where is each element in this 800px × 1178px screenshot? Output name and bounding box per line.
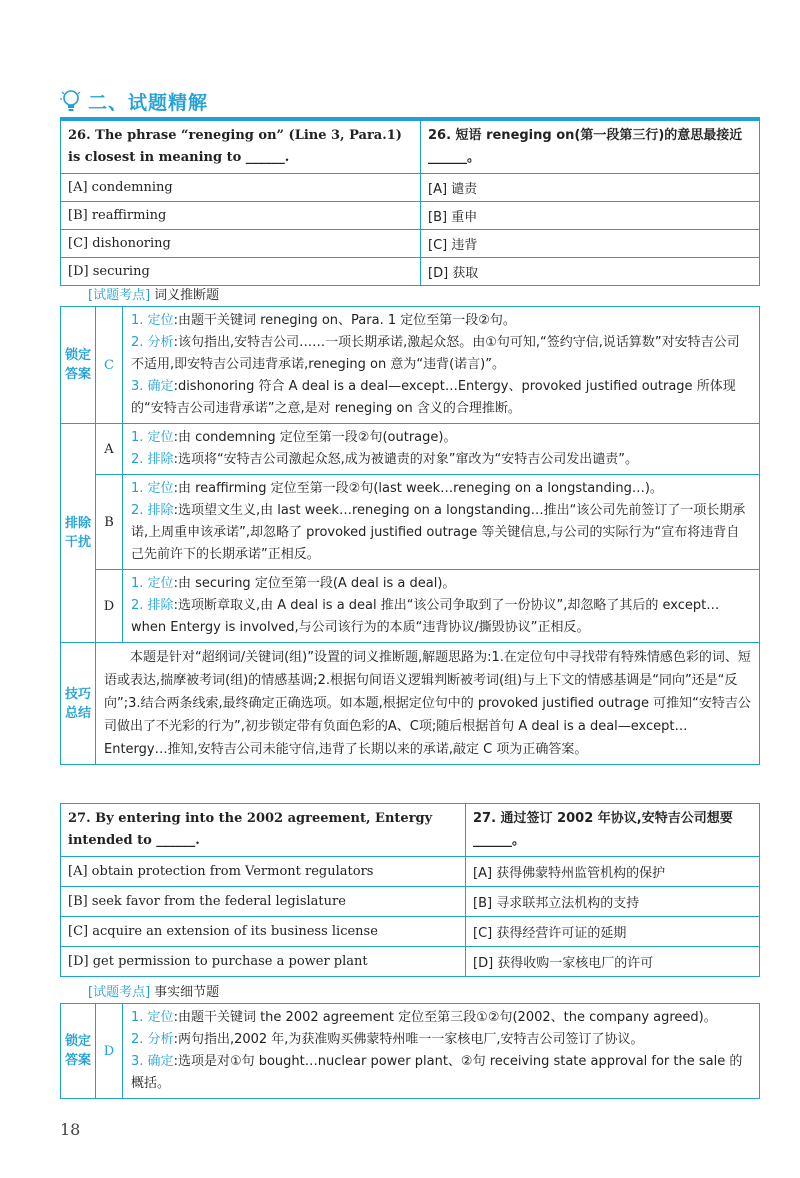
q26-option-row <box>61 230 760 258</box>
page-number: 18 <box>60 1120 81 1139</box>
q26-option-en: [C] dishonoring <box>61 230 421 258</box>
exclusion-step: 2. 排除:选项望文生义,由 last week…reneging on a longstanding…推出“该公司先前签订了一项长期承诺,上周重申该承诺”,却忽略了 provoked justified outrage 等关键信息,与公司的实际行为“宣布将违背自己先前许下的长期承诺”正相反。 <box>131 503 746 562</box>
summary-text: 本题是针对“超纲词/关键词(组)”设置的词义推断题,解题思路为:1.在定位句中寻找带有特殊情感色彩的词、短语或表达,揣摩被考词(组)的情感基调;2.根据句间语义逻辑判断被考词(组)与上下文的情感基调是“同向”还是“反向”;3.结合两条线索,最终确定正确选项。如本题,根据定位句中的 provoked justified outrage 可推知“安特吉公司做出了不光彩的行为”,初步锁定带有负面色彩的A、C项;随后根据首句 A deal is a deal—except…Entergy…推知,安特吉公司未能守信,违背了长期以来的承诺,敲定 C 项为正确答案。 <box>96 643 760 765</box>
exclusion-row <box>61 570 760 643</box>
exclusion-step: 2. 排除:选项将“安特吉公司激起众怒,成为被谴责的对象”窜改为“安特吉公司发出谴责”。 <box>131 452 639 467</box>
exclusion-step: 1. 定位:由 securing 定位至第一段(A deal is a deal)。 <box>131 576 456 591</box>
exclusion-letter: B <box>96 475 123 570</box>
q26-option-cn: [C] 违背 <box>421 230 760 258</box>
answer-step: 3. 确定:dishonoring 符合 A deal is a deal—except…Entergy、provoked justified outrage 所体现的“安特吉公司违背承诺”之意,是对 reneging on 含义的合理推断。 <box>131 379 736 416</box>
section-header <box>60 86 208 116</box>
q27-option-row <box>61 947 760 977</box>
answer-explanation <box>123 1004 760 1099</box>
q27-option-cn: [A] 获得佛蒙特州监管机构的保护 <box>466 857 760 887</box>
q26-option-cn: [D] 获取 <box>421 258 760 286</box>
q27-option-en: [B] seek favor from the federal legislature <box>61 887 466 917</box>
test-point-value: 事实细节题 <box>154 985 220 1000</box>
q26-option-cn: [A] 谴责 <box>421 174 760 202</box>
q26-option-en: [B] reaffirming <box>61 202 421 230</box>
q26-analysis-table <box>60 306 760 765</box>
summary-row <box>61 643 760 765</box>
exclusion-letter: A <box>96 424 123 475</box>
q26-stem-row <box>61 121 760 174</box>
q26-cn-stem: 26. 短语 reneging on(第一段第三行)的意思最接近______。 <box>421 121 760 174</box>
answer-explanation <box>123 307 760 424</box>
answer-step: 1. 定位:由题干关键词 reneging on、Para. 1 定位至第一段②句。 <box>131 313 516 328</box>
exclusion-step: 1. 定位:由 reaffirming 定位至第一段②句(last week…reneging on a longstanding…)。 <box>131 481 663 496</box>
lightbulb-icon <box>60 88 82 114</box>
q26-test-point <box>88 284 219 303</box>
q26-option-en: [A] condemning <box>61 174 421 202</box>
q27-cn-stem: 27. 通过签订 2002 年协议,安特吉公司想要______。 <box>466 804 760 857</box>
exclusion-letter: D <box>96 570 123 643</box>
answer-row <box>61 1004 760 1099</box>
exclusion-step: 1. 定位:由 condemning 定位至第一段②句(outrage)。 <box>131 430 457 445</box>
exclusion-explanation <box>123 475 760 570</box>
answer-category: 锁定答案 <box>61 307 96 424</box>
q26-option-row <box>61 258 760 286</box>
q27-test-point <box>88 981 219 1000</box>
exclusion-row <box>61 475 760 570</box>
q27-option-cn: [C] 获得经营许可证的延期 <box>466 917 760 947</box>
q27-en-stem: 27. By entering into the 2002 agreement, Entergy intended to ______. <box>61 804 466 857</box>
answer-step: 2. 分析:两句指出,2002 年,为获准购买佛蒙特州唯一一家核电厂,安特吉公司签订了协议。 <box>131 1032 644 1047</box>
exclusion-row <box>61 424 760 475</box>
q27-option-row <box>61 917 760 947</box>
q26-option-row <box>61 202 760 230</box>
answer-step: 3. 确定:选项是对①句 bought…nuclear power plant、②句 receiving state approval for the sale 的概括。 <box>131 1054 743 1091</box>
q27-analysis-table <box>60 1003 760 1099</box>
answer-letter: C <box>96 307 123 424</box>
test-point-label: [试题考点] <box>88 288 151 303</box>
exclusion-explanation <box>123 570 760 643</box>
exclusion-explanation <box>123 424 760 475</box>
q27-stem-row <box>61 804 760 857</box>
q26-option-en: [D] securing <box>61 258 421 286</box>
answer-category: 锁定答案 <box>61 1004 96 1099</box>
exclusion-step: 2. 排除:选项断章取义,由 A deal is a deal 推出“该公司争取到了一份协议”,却忽略了其后的 except…when Entergy is involved,与公司该行为的本质“违背协议/撕毁协议”正相反。 <box>131 598 720 635</box>
q26-en-stem: 26. The phrase “reneging on” (Line 3, Para.1) is closest in meaning to ______. <box>61 121 421 174</box>
answer-letter: D <box>96 1004 123 1099</box>
q27-option-row <box>61 857 760 887</box>
summary-category: 技巧总结 <box>61 643 96 765</box>
q27-option-cn: [D] 获得收购一家核电厂的许可 <box>466 947 760 977</box>
q27-option-row <box>61 887 760 917</box>
answer-step: 2. 分析:该句指出,安特吉公司……一项长期承诺,激起众怒。由①句可知,“签约守信,说话算数”对安特吉公司不适用,即安特吉公司违背承诺,reneging on 意为“违背(诺言)”。 <box>131 335 740 372</box>
answer-step: 1. 定位:由题干关键词 the 2002 agreement 定位至第三段①②句(2002、the company agreed)。 <box>131 1010 717 1025</box>
q27-option-cn: [B] 寻求联邦立法机构的支持 <box>466 887 760 917</box>
exclude-category: 排除干扰 <box>61 424 96 643</box>
q27-option-en: [C] acquire an extension of its business license <box>61 917 466 947</box>
q26-options-table <box>60 120 760 286</box>
q27-option-en: [A] obtain protection from Vermont regulators <box>61 857 466 887</box>
q26-option-cn: [B] 重申 <box>421 202 760 230</box>
test-point-value: 词义推断题 <box>154 288 220 303</box>
q26-option-row <box>61 174 760 202</box>
test-point-label: [试题考点] <box>88 985 151 1000</box>
section-title: 二、试题精解 <box>88 91 209 114</box>
answer-row <box>61 307 760 424</box>
q27-options-table <box>60 803 760 977</box>
q27-option-en: [D] get permission to purchase a power plant <box>61 947 466 977</box>
